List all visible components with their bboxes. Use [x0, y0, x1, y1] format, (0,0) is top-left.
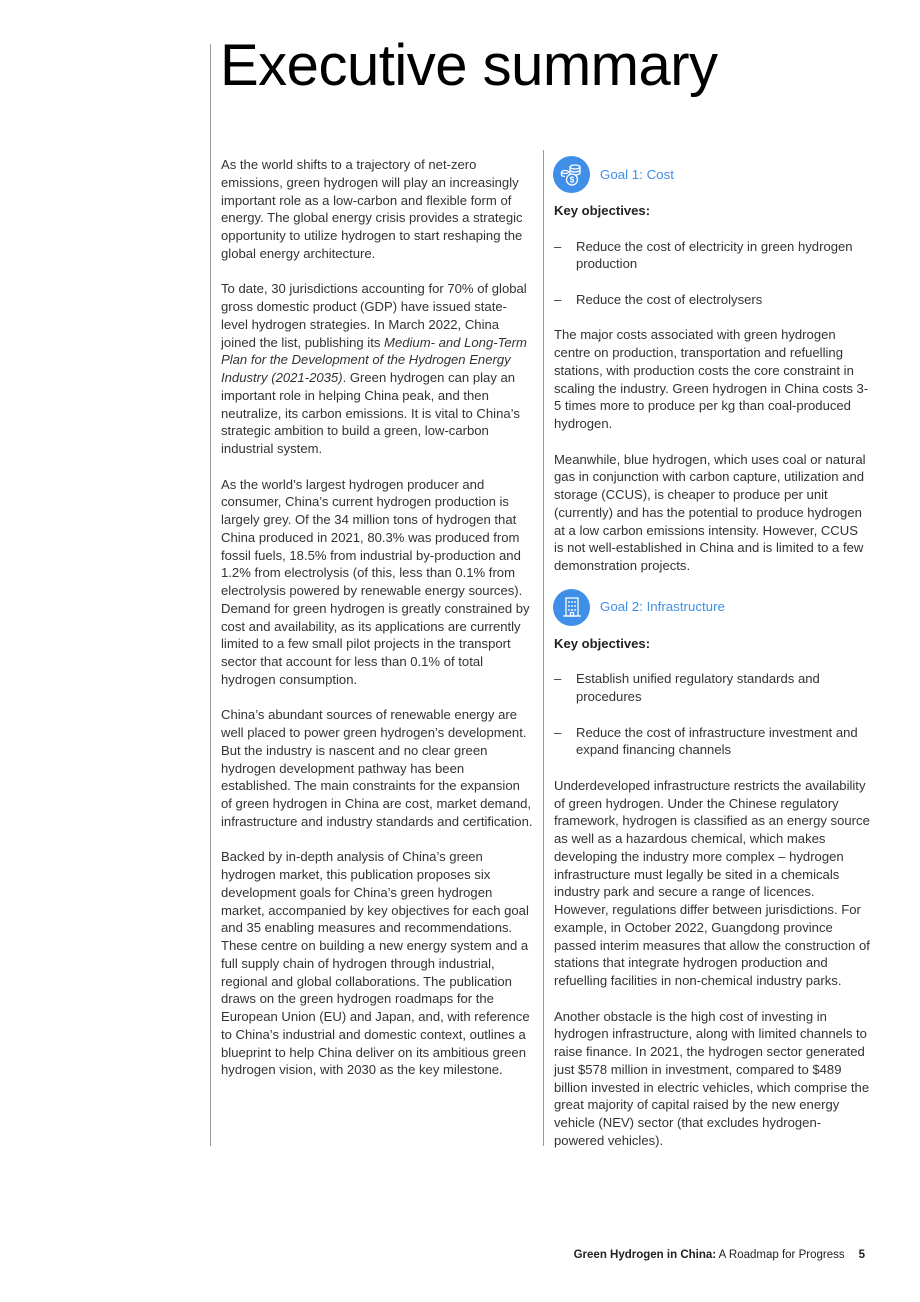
- goal-2-title: Goal 2: Infrastructure: [600, 599, 725, 615]
- paragraph: Another obstacle is the high cost of investing in hydrogen infrastructure, along with limited channels to raise finance. In 2021, the hydrogen sector generated just $578 million in investment, compared to $489 billion invested in electric vehicles, which comprise the great majority of capital raised by the new energy vehicle (NEV) sector (that excludes hydrogen-powered vehicles).: [554, 1008, 870, 1148]
- bullet-dash: –: [554, 724, 562, 740]
- left-vertical-rule: [210, 44, 211, 1146]
- paragraph: Backed by in-depth analysis of China’s green hydrogen market, this publication proposes six development goals for China’s green hydrogen market, accompanied by key objectives for each goal and 35 enabling measures and recommendations. These centre on building a new energy system and a full supply chain of hydrogen through industrial, regional and global collaborations. The publication draws on the green hydrogen roadmaps for the European Union (EU) and Japan, and, with reference to China’s industrial and domestic context, outlines a blueprint to help China deliver on its ambitious green hydrogen vision, with 2030 as the key milestone.: [221, 849, 530, 1078]
- list-item: [554, 291, 870, 309]
- coins-dollar-icon: [553, 156, 590, 193]
- svg-text:$: $: [569, 175, 574, 185]
- paragraph: Meanwhile, blue hydrogen, which uses coal or natural gas in conjunction with carbon capture, utilization and storage (CCUS), is cheaper to produce per unit (currently) and has the potential to produce hydrogen at a low carbon emissions intensity. However, CCUS is not well-established in China and is limited to a few demonstration projects.: [554, 451, 866, 573]
- paragraph-text: . Green hydrogen can play an important role in helping China peak, and then neutralize, its carbon emissions. It is vital to China’s strategic ambition to build a green, low-carbon industrial system.: [221, 370, 520, 456]
- paragraph-text: To date, 30 jurisdictions accounting for 70% of global gross domestic product (GDP) have issued state-level hydrogen strategies. In March 2022, China joined the list, publishing its: [221, 281, 527, 350]
- report-title: Green Hydrogen in China:: [573, 1249, 717, 1261]
- goal-1-objectives: [554, 238, 870, 309]
- right-vertical-rule: [543, 150, 544, 1146]
- key-objectives-label: Key objectives:: [554, 203, 651, 218]
- paragraph: The major costs associated with green hydrogen centre on production, transportation and refuelling stations, with production costs the core constraint in scaling the industry. Green hydrogen in China costs 3-5 times more to produce per kg than coal-produced hydrogen.: [554, 327, 869, 431]
- bullet-dash: –: [554, 238, 562, 254]
- paragraph: As the world’s largest hydrogen producer and consumer, China’s current hydrogen production is largely grey. Of the 34 million tons of hydrogen that China produced in 2021, 80.3% was produced from fossil fuels, 18.5% from industrial by-production and 1.2% from electrolysis (of this, less than 0.1% from electrolysis powered by renewable energy sources). Demand for green hydrogen is greatly constrained by cost and availability, as its applications are currently limited to a few small pilot projects in the transport sector that account for less than 0.1% of total hydrogen consumption.: [221, 476, 530, 687]
- paragraph: China’s abundant sources of renewable energy are well placed to power green hydrogen’s development. But the industry is nascent and no clear green hydrogen development pathway has been established. The main constraints for the expansion of green hydrogen in China are cost, market demand, infrastructure and industry standards and certification.: [221, 707, 533, 829]
- goal-2-heading: [553, 589, 870, 626]
- right-column: [554, 156, 870, 1167]
- bullet-dash: –: [554, 671, 562, 687]
- goal-2-objectives: [554, 670, 870, 759]
- plan-title-italic: Medium- and Long-Term Plan for the Development of the Hydrogen Energy Industry (2021-2035): [221, 334, 527, 385]
- goal-1-heading: [553, 156, 870, 193]
- paragraph: As the world shifts to a trajectory of net-zero emissions, green hydrogen will play an increasingly important role as a low-carbon and flexible form of energy. The global energy crisis provides a strategic opportunity to utilize hydrogen to start reshaping the global energy architecture.: [221, 157, 523, 261]
- bullet-dash: –: [554, 291, 562, 307]
- objective-text: Reduce the cost of electricity in green hydrogen production: [576, 238, 853, 272]
- objective-text: Reduce the cost of electrolysers: [576, 291, 763, 307]
- building-icon: [553, 589, 590, 626]
- list-item: [554, 724, 870, 760]
- key-objectives-label: Key objectives:: [554, 635, 651, 651]
- page-title: Executive summary: [220, 33, 718, 98]
- paragraph: Underdeveloped infrastructure restricts the availability of green hydrogen. Under the Chinese regulatory framework, hydrogen is classified as an energy source as well as a hazardous chemical, which makes developing the industry more complex – hydrogen infrastructure must legally be sited in a chemicals industry park and secure a range of licences. However, regulations differ between jurisdictions. For example, in October 2022, Guangdong province passed interim measures that allow the construction of stations that integrate hydrogen production and refuelling facilities in non-chemical industry parks.: [554, 777, 870, 988]
- objective-text: Establish unified regulatory standards and procedures: [576, 671, 820, 704]
- list-item: [554, 238, 870, 274]
- list-item: [554, 670, 870, 706]
- paragraph: [221, 280, 533, 458]
- page-number: 5: [858, 1249, 865, 1261]
- left-column: [221, 156, 533, 1097]
- goal-1-title: Goal 1: Cost: [600, 166, 674, 182]
- report-subtitle: A Roadmap for Progress: [716, 1249, 845, 1261]
- page-footer: [574, 1249, 865, 1261]
- objective-text: Reduce the cost of infrastructure investment and expand financing channels: [576, 724, 858, 758]
